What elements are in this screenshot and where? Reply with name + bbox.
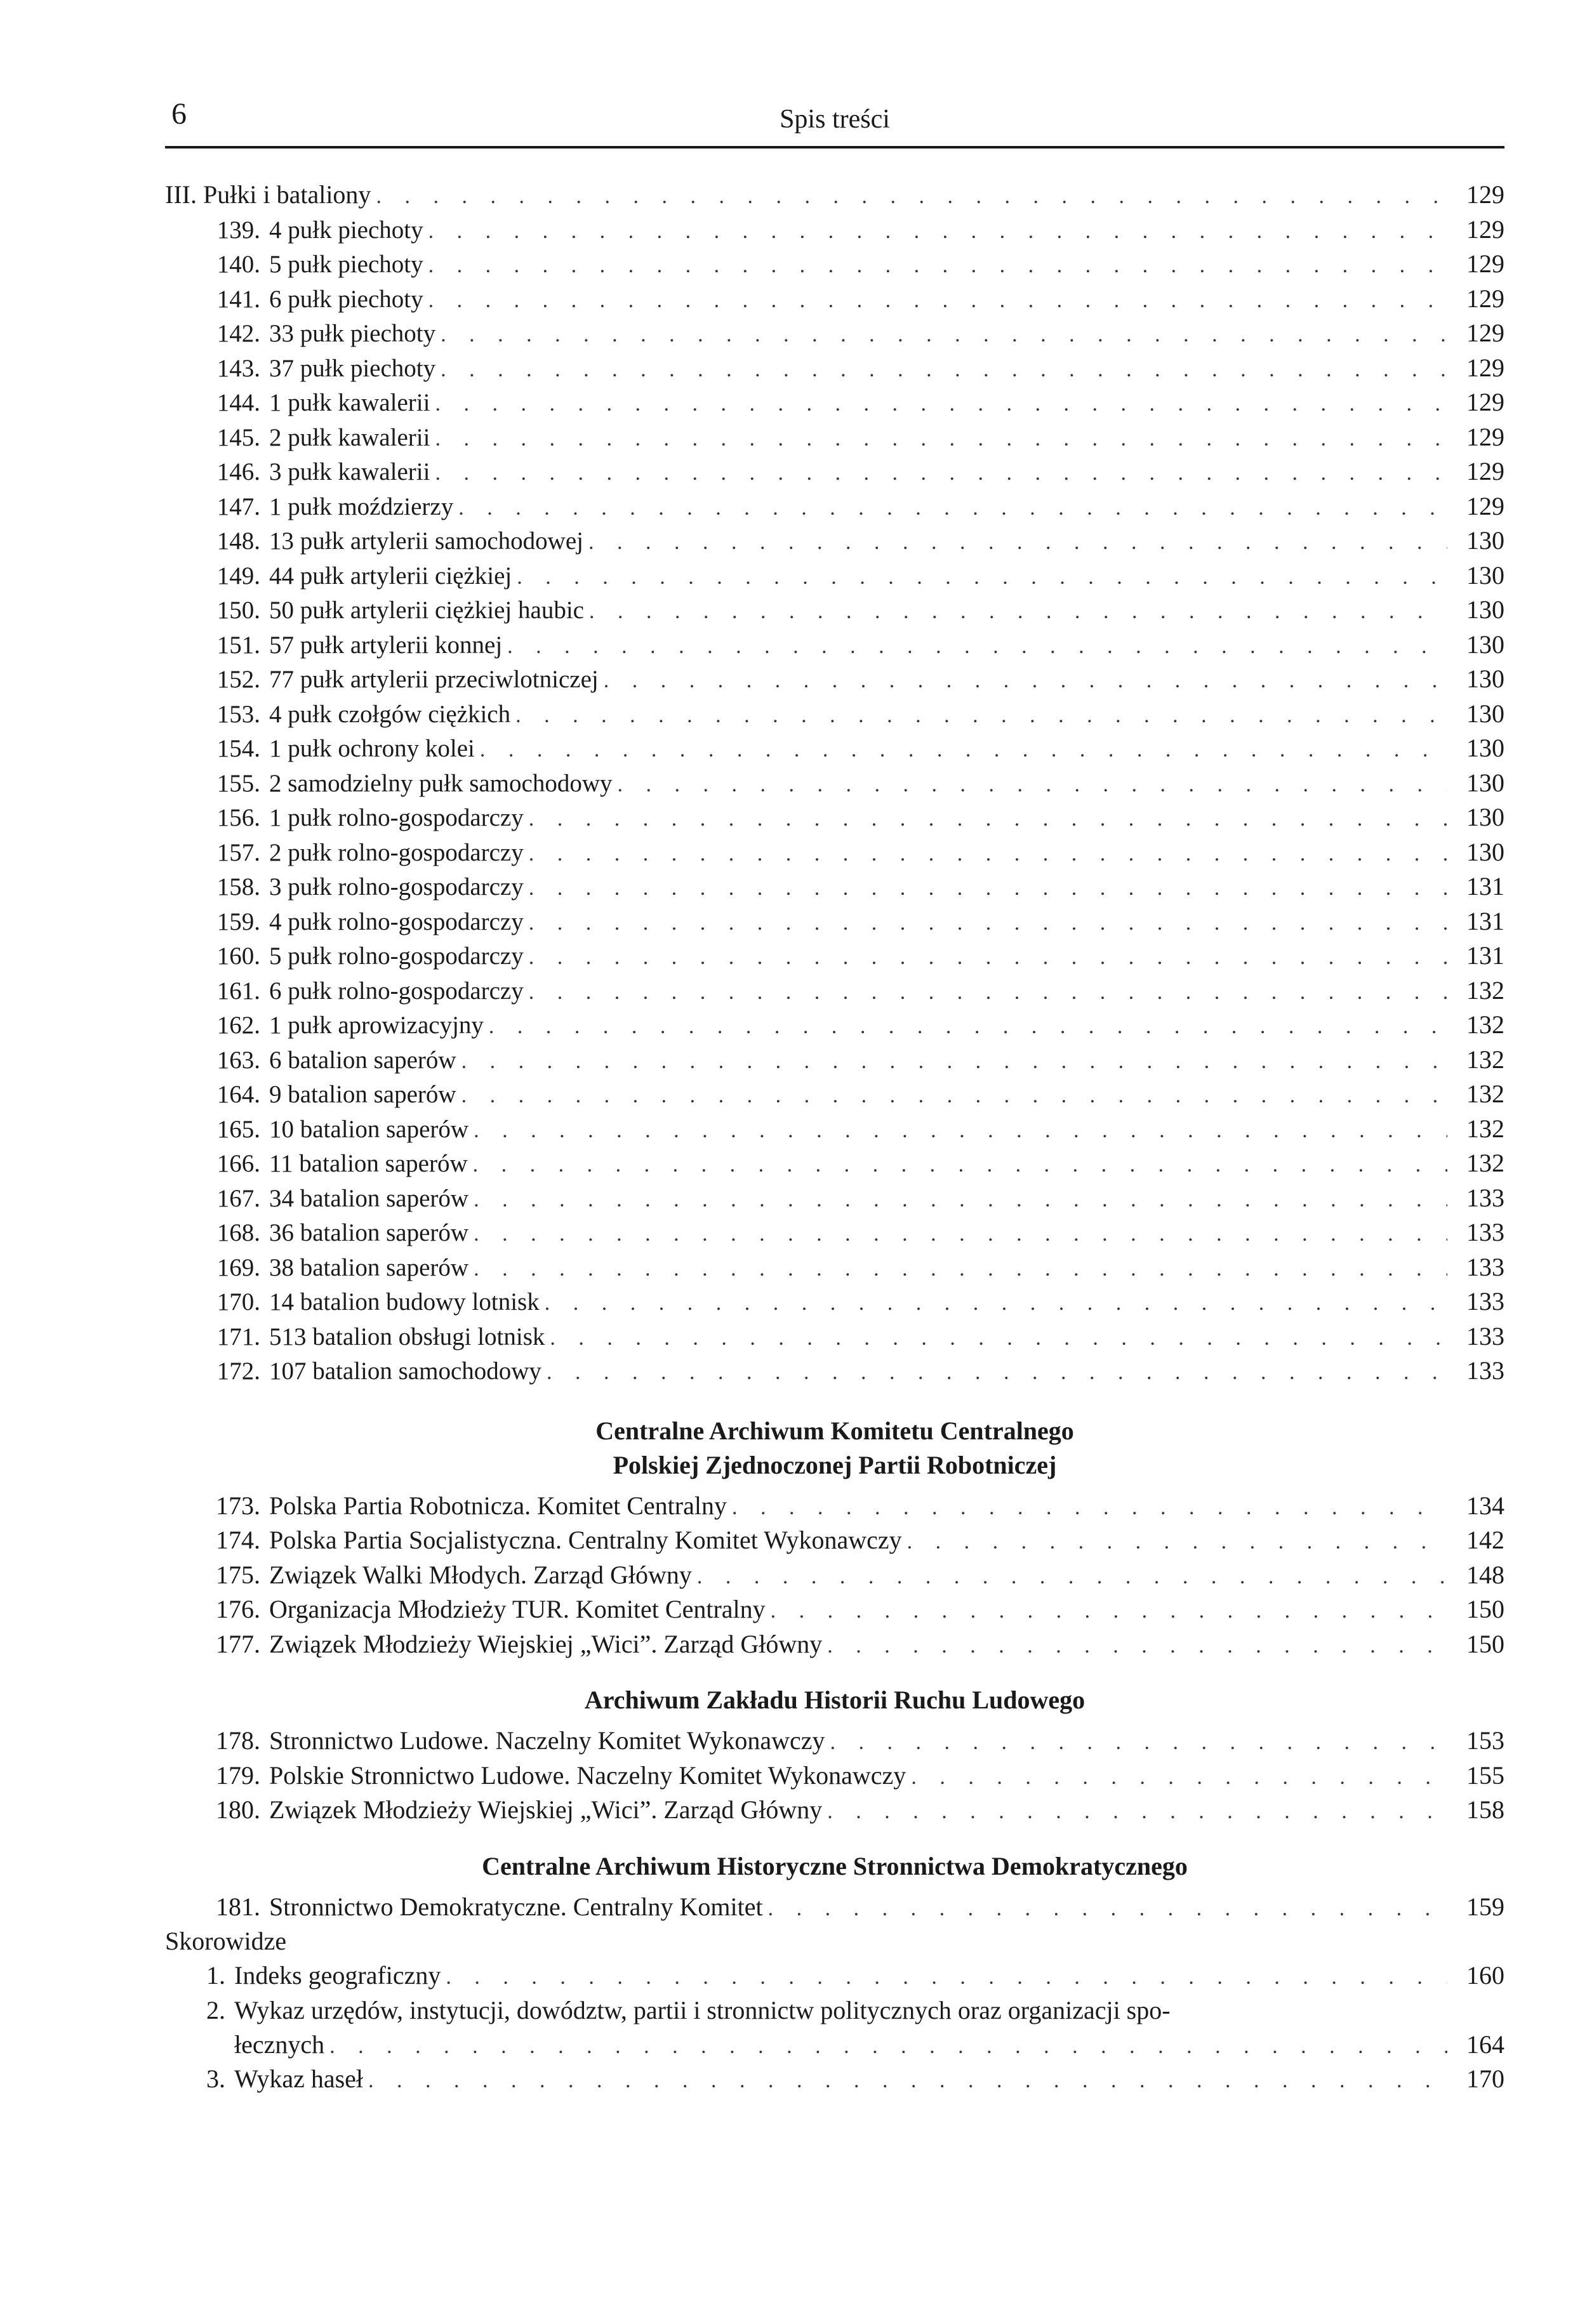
table-of-contents bbox=[165, 178, 1504, 2096]
toc-entry-label-continued: łecznych bbox=[234, 2030, 325, 2059]
toc-entry[interactable] bbox=[165, 800, 1504, 835]
toc-page-number: 130 bbox=[1466, 560, 1504, 590]
toc-page-number: 133 bbox=[1466, 1287, 1504, 1316]
dot-leader bbox=[545, 1286, 1447, 1321]
toc-entry-number: 169. bbox=[216, 1253, 260, 1281]
toc-entry-number: 166. bbox=[216, 1150, 260, 1177]
toc-entry-label: Polskie Stronnictwo Ludowe. Naczelny Komitet Wykonawczy bbox=[269, 1760, 906, 1790]
toc-entry-label: Wykaz haseł bbox=[234, 2064, 364, 2093]
toc-entry[interactable] bbox=[165, 1958, 1504, 1993]
toc-entry-label: Polska Partia Robotnicza. Komitet Centralny bbox=[269, 1491, 727, 1520]
toc-entry-number: 176. bbox=[216, 1595, 260, 1623]
toc-entry[interactable] bbox=[165, 1890, 1504, 1925]
toc-entry[interactable] bbox=[165, 1793, 1504, 1828]
toc-entry-number: 146. bbox=[216, 458, 260, 485]
toc-entry-label: 1 pułk rolno-gospodarczy bbox=[269, 804, 524, 831]
toc-page-number: 130 bbox=[1466, 734, 1504, 762]
dot-leader bbox=[515, 699, 1447, 733]
toc-entry-number: 170. bbox=[216, 1288, 260, 1316]
toc-entry[interactable] bbox=[165, 385, 1504, 420]
dot-leader bbox=[435, 456, 1447, 491]
toc-entry-label: 50 pułk artylerii ciężkiej haubic bbox=[269, 597, 584, 624]
toc-entry-number: 160. bbox=[216, 942, 260, 970]
toc-page-number: 130 bbox=[1466, 837, 1504, 866]
toc-entry-number: 181. bbox=[216, 1892, 260, 1921]
archive-zhrl-list bbox=[165, 1724, 1504, 1828]
toc-entry[interactable] bbox=[165, 282, 1504, 317]
toc-page-number: 132 bbox=[1466, 1114, 1504, 1143]
dot-leader bbox=[830, 1726, 1447, 1760]
toc-page-number: 170 bbox=[1466, 2064, 1504, 2093]
toc-entry-label: 1 pułk kawalerii bbox=[269, 389, 430, 416]
toc-entry[interactable] bbox=[165, 1146, 1504, 1181]
toc-entry[interactable] bbox=[165, 697, 1504, 732]
toc-page-number: 129 bbox=[1466, 249, 1504, 278]
toc-entry-number: 3. bbox=[206, 2064, 225, 2093]
toc-page-number: 129 bbox=[1466, 422, 1504, 451]
indexes-list bbox=[165, 1958, 1504, 2096]
dot-leader bbox=[428, 215, 1447, 249]
toc-page-number: 132 bbox=[1466, 1079, 1504, 1108]
toc-page-number: 132 bbox=[1466, 1010, 1504, 1039]
toc-entry-label: 14 batalion budowy lotnisk bbox=[269, 1288, 540, 1316]
toc-entry[interactable] bbox=[165, 1759, 1504, 1793]
toc-entry[interactable] bbox=[165, 1724, 1504, 1759]
toc-entry-label: 1 pułk ochrony kolei bbox=[269, 735, 475, 762]
toc-entry[interactable] bbox=[165, 420, 1504, 455]
toc-entry[interactable] bbox=[165, 1489, 1504, 1524]
toc-entry-label: Wykaz urzędów, instytucji, dowództw, partii i stronnictw politycznych oraz organizacji spo- bbox=[234, 1995, 1171, 2024]
toc-page-number: 130 bbox=[1466, 768, 1504, 797]
dot-leader bbox=[827, 1629, 1447, 1663]
dot-leader bbox=[461, 1079, 1447, 1113]
toc-entry-label: 6 batalion saperów bbox=[269, 1046, 456, 1074]
toc-page-number: 160 bbox=[1466, 1961, 1504, 1990]
dot-leader bbox=[441, 353, 1447, 387]
toc-page-number: 132 bbox=[1466, 975, 1504, 1005]
dot-leader bbox=[376, 180, 1447, 214]
dot-leader bbox=[474, 1217, 1447, 1251]
toc-entry[interactable] bbox=[165, 524, 1504, 558]
toc-entry[interactable] bbox=[165, 558, 1504, 593]
toc-entry[interactable] bbox=[165, 213, 1504, 248]
toc-entry-number: 139. bbox=[216, 216, 260, 244]
toc-entry[interactable] bbox=[165, 1627, 1504, 1662]
toc-entry-label: 5 pułk rolno-gospodarczy bbox=[269, 942, 524, 970]
toc-entry-number: 140. bbox=[216, 251, 260, 278]
toc-entry[interactable] bbox=[165, 1284, 1504, 1319]
toc-entry-number: 159. bbox=[216, 908, 260, 935]
dot-leader bbox=[529, 837, 1447, 871]
toc-entry-number: 154. bbox=[216, 735, 260, 762]
dot-leader bbox=[550, 1321, 1447, 1356]
toc-entry[interactable] bbox=[165, 454, 1504, 489]
toc-entry-label: 5 pułk piechoty bbox=[269, 251, 423, 278]
toc-page-number: 132 bbox=[1466, 1149, 1504, 1177]
toc-entry-number: 156. bbox=[216, 804, 260, 831]
toc-page-number: 130 bbox=[1466, 664, 1504, 693]
toc-entry[interactable] bbox=[165, 1558, 1504, 1593]
toc-page-number: 131 bbox=[1466, 941, 1504, 970]
toc-page-number: 130 bbox=[1466, 526, 1504, 555]
toc-entry[interactable] bbox=[165, 974, 1504, 1008]
dot-leader bbox=[428, 249, 1447, 283]
toc-entry-label: 4 pułk rolno-gospodarczy bbox=[269, 908, 524, 935]
toc-page-number: 150 bbox=[1466, 1595, 1504, 1623]
dot-leader bbox=[827, 1795, 1447, 1829]
archive-kc-heading bbox=[165, 1414, 1504, 1482]
toc-page-number: 130 bbox=[1466, 803, 1504, 831]
toc-page-number: 159 bbox=[1466, 1892, 1504, 1921]
toc-page-number: 153 bbox=[1466, 1726, 1504, 1755]
dot-leader bbox=[441, 318, 1447, 352]
toc-entry-number: 1. bbox=[206, 1961, 225, 1990]
toc-entry[interactable] bbox=[165, 1354, 1504, 1389]
toc-page-number: 129 bbox=[1466, 319, 1504, 347]
toc-entry-label: 9 batalion saperów bbox=[269, 1081, 456, 1108]
toc-entry-number: 158. bbox=[216, 873, 260, 901]
toc-entry-number: 142. bbox=[216, 320, 260, 347]
toc-page-number: 129 bbox=[1466, 457, 1504, 485]
toc-entry-label: Polska Partia Socjalistyczna. Centralny Komitet Wykonawczy bbox=[269, 1526, 902, 1554]
toc-entry-number: 168. bbox=[216, 1219, 260, 1246]
page-header bbox=[171, 95, 1498, 146]
toc-entry[interactable] bbox=[165, 1592, 1504, 1627]
dot-leader bbox=[529, 871, 1447, 906]
toc-page-number: 129 bbox=[1466, 353, 1504, 382]
toc-entry-number: 179. bbox=[216, 1760, 260, 1790]
toc-entry[interactable] bbox=[165, 869, 1504, 904]
toc-entry[interactable] bbox=[165, 1250, 1504, 1285]
toc-entry-label: 33 pułk piechoty bbox=[269, 320, 436, 347]
toc-entry-number: 164. bbox=[216, 1081, 260, 1108]
toc-entry-number: 144. bbox=[216, 389, 260, 416]
toc-entry[interactable] bbox=[165, 489, 1504, 524]
toc-entry-number: 165. bbox=[216, 1115, 260, 1143]
toc-entry-number: 162. bbox=[216, 1012, 260, 1039]
toc-entry-number: 161. bbox=[216, 977, 260, 1005]
dot-leader bbox=[529, 975, 1447, 1010]
toc-entry-label: 38 batalion saperów bbox=[269, 1253, 469, 1281]
dot-leader bbox=[446, 1960, 1447, 1995]
toc-entry-label: 36 batalion saperów bbox=[269, 1219, 469, 1246]
toc-entry-number: 167. bbox=[216, 1184, 260, 1212]
toc-entry[interactable] bbox=[165, 316, 1504, 351]
toc-page-number: 134 bbox=[1466, 1491, 1504, 1520]
toc-entry-number: 2. bbox=[206, 1995, 225, 2024]
toc-entry-label: 6 pułk piechoty bbox=[269, 285, 423, 313]
toc-entry-label: 107 batalion samochodowy bbox=[269, 1357, 541, 1385]
section-iii-list bbox=[165, 213, 1504, 1389]
toc-section-iii[interactable] bbox=[165, 178, 1504, 213]
toc-entry-number: 174. bbox=[216, 1526, 260, 1554]
toc-entry[interactable] bbox=[165, 731, 1504, 766]
toc-page-number: 129 bbox=[1466, 491, 1504, 520]
dot-leader bbox=[474, 1183, 1447, 1217]
toc-entry-number: 177. bbox=[216, 1629, 260, 1658]
toc-entry-number: 147. bbox=[216, 492, 260, 520]
toc-entry-label: 3 pułk kawalerii bbox=[269, 458, 430, 485]
toc-page-number: 130 bbox=[1466, 699, 1504, 728]
archive-sd-heading bbox=[165, 1849, 1504, 1884]
toc-entry[interactable] bbox=[165, 1181, 1504, 1216]
toc-entry-number: 157. bbox=[216, 838, 260, 866]
toc-entry-label: 1 pułk moździerzy bbox=[269, 492, 454, 520]
toc-entry-label: 77 pułk artylerii przeciwlotniczej bbox=[269, 666, 599, 693]
toc-page-number: 133 bbox=[1466, 1252, 1504, 1281]
toc-entry-label: 44 pułk artylerii ciężkiej bbox=[269, 562, 512, 590]
dot-leader bbox=[329, 2030, 1447, 2064]
toc-page-number: 130 bbox=[1466, 630, 1504, 659]
toc-entry-number: 152. bbox=[216, 666, 260, 693]
toc-page-number: 132 bbox=[1466, 1045, 1504, 1074]
page-number: 6 bbox=[171, 97, 187, 131]
toc-page-number: 158 bbox=[1466, 1795, 1504, 1824]
toc-entry[interactable] bbox=[165, 628, 1504, 663]
dot-leader bbox=[732, 1491, 1447, 1525]
toc-entry-number: 155. bbox=[216, 769, 260, 797]
archive-heading-line: Centralne Archiwum Historyczne Stronnictwa Demokratycznego bbox=[482, 1851, 1188, 1880]
toc-entry[interactable] bbox=[165, 593, 1504, 628]
archive-zhrl-heading bbox=[165, 1683, 1504, 1717]
toc-entry-number: 173. bbox=[216, 1491, 260, 1520]
toc-page-number: 131 bbox=[1466, 906, 1504, 935]
toc-entry-label: Stronnictwo Ludowe. Naczelny Komitet Wykonawczy bbox=[269, 1726, 825, 1755]
dot-leader bbox=[529, 941, 1447, 975]
dot-leader bbox=[461, 1045, 1447, 1079]
toc-entry-label: 2 samodzielny pułk samochodowy bbox=[269, 769, 613, 797]
toc-entry[interactable] bbox=[165, 2062, 1504, 2097]
toc-entry-number: 143. bbox=[216, 354, 260, 382]
toc-entry[interactable] bbox=[165, 835, 1504, 870]
toc-entry-label: 4 pułk czołgów ciężkich bbox=[269, 700, 511, 728]
toc-page-number: 129 bbox=[1466, 284, 1504, 313]
toc-entry-label: 6 pułk rolno-gospodarczy bbox=[269, 977, 524, 1005]
toc-entry-number: 151. bbox=[216, 631, 260, 659]
dot-leader bbox=[489, 1010, 1447, 1044]
dot-leader bbox=[547, 1356, 1447, 1390]
toc-entry-label: Związek Młodzieży Wiejskiej „Wici”. Zarząd Główny bbox=[269, 1795, 823, 1824]
toc-page-number: 133 bbox=[1466, 1356, 1504, 1385]
indexes-heading[interactable]: Skorowidze bbox=[165, 1927, 287, 1955]
header-rule bbox=[165, 146, 1504, 149]
toc-entry-number: 141. bbox=[216, 285, 260, 313]
toc-page-number: 129 bbox=[1466, 215, 1504, 244]
dot-leader bbox=[474, 1252, 1447, 1286]
toc-entry-number: 148. bbox=[216, 527, 260, 555]
toc-entry-number: 145. bbox=[216, 423, 260, 451]
toc-entry[interactable] bbox=[165, 1008, 1504, 1043]
running-title: Spis treści bbox=[780, 105, 890, 134]
toc-entry[interactable] bbox=[165, 766, 1504, 801]
dot-leader bbox=[604, 664, 1447, 698]
toc-entry[interactable] bbox=[165, 1112, 1504, 1147]
toc-entry-label: Związek Młodzieży Wiejskiej „Wici”. Zarząd Główny bbox=[269, 1629, 823, 1658]
toc-entry[interactable] bbox=[165, 1993, 1504, 2062]
dot-leader bbox=[907, 1525, 1447, 1559]
toc-entry[interactable] bbox=[165, 662, 1504, 697]
toc-entry-number: 153. bbox=[216, 700, 260, 728]
dot-leader bbox=[473, 1148, 1447, 1182]
archive-kc-list bbox=[165, 1489, 1504, 1662]
toc-entry-label: 10 batalion saperów bbox=[269, 1115, 469, 1143]
toc-entry[interactable] bbox=[165, 351, 1504, 386]
toc-page-number: 129 bbox=[1466, 180, 1504, 209]
dot-leader bbox=[435, 422, 1447, 456]
toc-entry-label: 57 pułk artylerii konnej bbox=[269, 631, 503, 659]
dot-leader bbox=[589, 595, 1447, 629]
dot-leader bbox=[435, 387, 1447, 421]
toc-page-number: 142 bbox=[1466, 1526, 1504, 1554]
toc-entry-label: 34 batalion saperów bbox=[269, 1184, 469, 1212]
archive-heading-line: Polskiej Zjednoczonej Partii Robotniczej bbox=[613, 1450, 1057, 1479]
dot-leader bbox=[368, 2064, 1447, 2098]
dot-leader bbox=[618, 768, 1448, 802]
dot-leader bbox=[474, 1114, 1447, 1148]
toc-entry-number: 178. bbox=[216, 1726, 260, 1755]
toc-entry-label: 11 batalion saperów bbox=[269, 1150, 468, 1177]
toc-entry-number: 150. bbox=[216, 597, 260, 624]
toc-entry[interactable] bbox=[165, 1077, 1504, 1112]
dot-leader bbox=[529, 906, 1447, 941]
toc-entry[interactable] bbox=[165, 939, 1504, 974]
toc-entry[interactable] bbox=[165, 1523, 1504, 1558]
dot-leader bbox=[458, 491, 1447, 525]
toc-entry-number: 149. bbox=[216, 562, 260, 590]
dot-leader bbox=[588, 525, 1447, 560]
toc-entry-label: 2 pułk rolno-gospodarczy bbox=[269, 838, 524, 866]
toc-page-number: 155 bbox=[1466, 1760, 1504, 1790]
toc-entry-number: 163. bbox=[216, 1046, 260, 1074]
toc-page-number: 133 bbox=[1466, 1321, 1504, 1350]
dot-leader bbox=[697, 1560, 1447, 1594]
toc-page-number: 133 bbox=[1466, 1183, 1504, 1212]
toc-page-number: 133 bbox=[1466, 1218, 1504, 1246]
dot-leader bbox=[771, 1594, 1447, 1628]
dot-leader bbox=[517, 560, 1447, 595]
archive-heading-line: Archiwum Zakładu Historii Ruchu Ludowego bbox=[584, 1686, 1085, 1714]
toc-entry-label: 3 pułk rolno-gospodarczy bbox=[269, 873, 524, 901]
toc-entry[interactable] bbox=[165, 1319, 1504, 1354]
toc-entry-label: 1 pułk aprowizacyjny bbox=[269, 1012, 484, 1039]
dot-leader bbox=[480, 733, 1447, 767]
toc-entry-label: 37 pułk piechoty bbox=[269, 354, 436, 382]
toc-entry-label: 4 pułk piechoty bbox=[269, 216, 423, 244]
toc-entry[interactable] bbox=[165, 904, 1504, 939]
dot-leader bbox=[428, 284, 1447, 318]
toc-entry-label: Organizacja Młodzieży TUR. Komitet Centralny bbox=[269, 1595, 766, 1623]
toc-entry[interactable] bbox=[165, 1043, 1504, 1078]
toc-page-number: 130 bbox=[1466, 595, 1504, 624]
toc-entry-number: 171. bbox=[216, 1323, 260, 1350]
toc-entry[interactable] bbox=[165, 247, 1504, 282]
toc-page-number: 148 bbox=[1466, 1560, 1504, 1589]
toc-entry-label: 513 batalion obsługi lotnisk bbox=[269, 1323, 545, 1350]
archive-heading-line: Centralne Archiwum Komitetu Centralnego bbox=[595, 1416, 1074, 1445]
toc-entry-number: 180. bbox=[216, 1795, 260, 1824]
archive-sd-list bbox=[165, 1890, 1504, 1925]
toc-entry-label: Związek Walki Młodych. Zarząd Główny bbox=[269, 1560, 692, 1589]
dot-leader bbox=[768, 1892, 1447, 1926]
toc-page-number: 164 bbox=[1466, 2030, 1504, 2059]
dot-leader bbox=[529, 802, 1447, 836]
toc-entry[interactable] bbox=[165, 1215, 1504, 1250]
dot-leader bbox=[507, 630, 1447, 664]
toc-page-number: 131 bbox=[1466, 872, 1504, 901]
toc-page-number: 129 bbox=[1466, 388, 1504, 416]
toc-entry-label: 13 pułk artylerii samochodowej bbox=[269, 527, 583, 555]
toc-page-number: 150 bbox=[1466, 1629, 1504, 1658]
toc-entry-label: Indeks geograficzny bbox=[234, 1961, 441, 1990]
toc-entry-number: 172. bbox=[216, 1357, 260, 1385]
toc-entry-number: 175. bbox=[216, 1560, 260, 1589]
toc-entry-label: 2 pułk kawalerii bbox=[269, 423, 430, 451]
dot-leader bbox=[911, 1760, 1447, 1795]
toc-section-label: Pułki i bataliony bbox=[203, 180, 371, 209]
toc-section-number: III. bbox=[165, 180, 197, 209]
toc-entry-label: Stronnictwo Demokratyczne. Centralny Komitet bbox=[269, 1892, 763, 1921]
